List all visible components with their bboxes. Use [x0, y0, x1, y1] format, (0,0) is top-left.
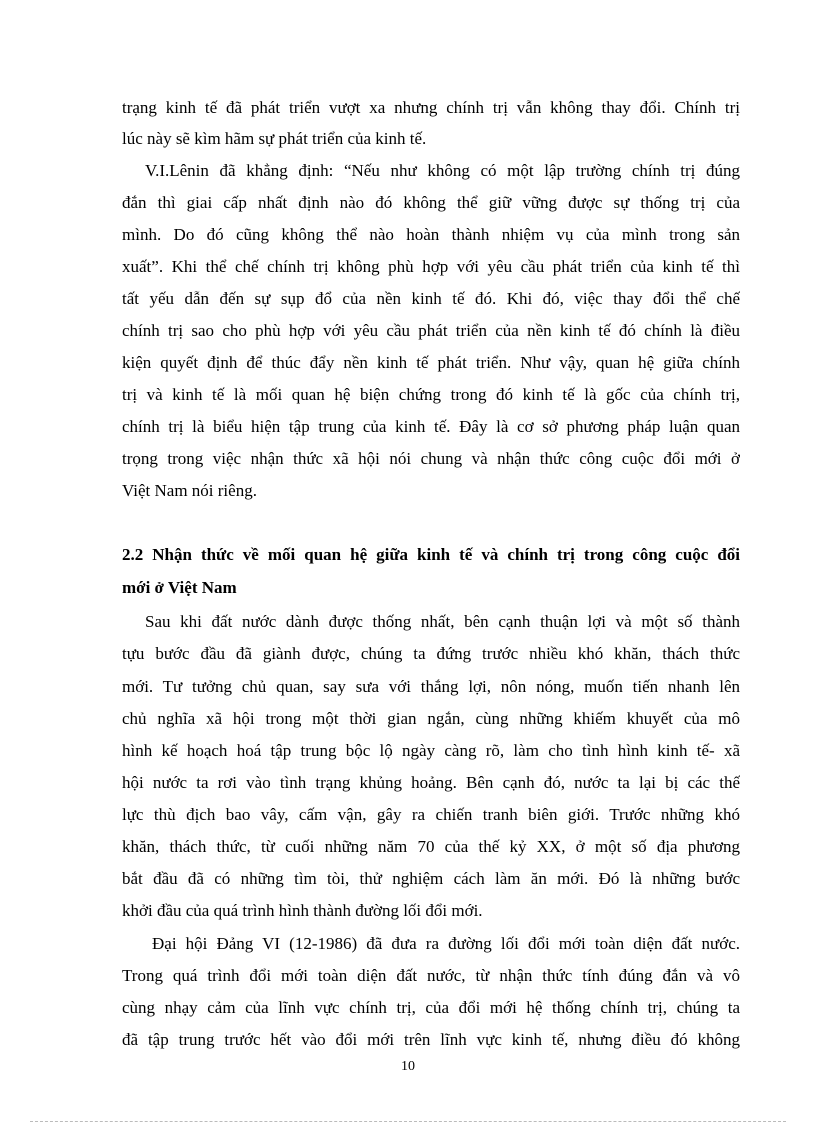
section-heading: mới ở Việt Nam [122, 578, 237, 597]
paragraph-line: trọng trong việc nhận thức xã hội nói chung và nhận thức công cuộc đổi mới ở [122, 449, 740, 468]
paragraph-line: mình. Do đó cũng không thể nào hoàn thành nhiệm vụ của mình trong sản [122, 225, 740, 244]
paragraph-line: trạng kinh tế đã phát triển vượt xa nhưng chính trị vẫn không thay đổi. Chính trị [122, 98, 740, 117]
paragraph-line: lúc này sẽ kìm hãm sự phát triển của kinh tế. [122, 129, 427, 148]
paragraph-line: trị và kinh tế là mối quan hệ biện chứng trong đó kinh tế là gốc của chính trị, [122, 385, 740, 404]
paragraph-line: V.I.Lênin đã khẳng định: “Nếu như không có một lập trường chính trị đúng [145, 161, 740, 180]
paragraph-line: chính trị sao cho phù hợp với yêu cầu phát triển của nền kinh tế đó chính là điều [122, 321, 740, 340]
paragraph-line: khởi đầu của quá trình hình thành đường lối đổi mới. [122, 901, 483, 920]
paragraph-line: chủ nghĩa xã hội trong một thời gian ngắn, cùng những khiếm khuyết của mô [122, 709, 740, 728]
paragraph-line: bắt đầu đã có những tìm tòi, thử nghiệm cách làm ăn mới. Đó là những bước [122, 869, 740, 888]
paragraph-line: đã tập trung trước hết vào đổi mới trên lĩnh vực kinh tế, nhưng điều đó không [122, 1030, 740, 1049]
page-divider [30, 1121, 786, 1122]
paragraph-line: cùng nhạy cảm của lĩnh vực chính trị, của đổi mới hệ thống chính trị, chúng ta [122, 998, 740, 1017]
paragraph-line: tất yếu dẫn đến sự sụp đổ của nền kinh tế đó. Khi đó, việc thay đổi thể chế [122, 289, 740, 308]
paragraph-line: khăn, thách thức, từ cuối những năm 70 của thế kỷ XX, ở một số địa phương [122, 837, 740, 856]
paragraph-line: đắn thì giai cấp nhất định nào đó không thể giữ vững được sự thống trị của [122, 193, 740, 212]
paragraph-line: chính trị là biểu hiện tập trung của kinh tế. Đây là cơ sở phương pháp luận quan [122, 417, 740, 436]
paragraph-line: Sau khi đất nước dành được thống nhất, bên cạnh thuận lợi và một số thành [145, 612, 740, 631]
section-heading: 2.2 Nhận thức về mối quan hệ giữa kinh tế và chính trị trong công cuộc đổi [122, 545, 740, 564]
paragraph-line: xuất”. Khi thể chế chính trị không phù hợp với yêu cầu phát triển của kinh tế thì [122, 257, 740, 276]
paragraph-line: kiện quyết định để thúc đẩy nền kinh tế phát triển. Như vậy, quan hệ giữa chính [122, 353, 740, 372]
paragraph-line: lực thù địch bao vây, cấm vận, gây ra chiến tranh biên giới. Trước những khó [122, 805, 740, 824]
paragraph-line: Việt Nam nói riêng. [122, 481, 257, 500]
paragraph-line: mới. Tư tưởng chủ quan, say sưa với thắng lợi, nôn nóng, muốn tiến nhanh lên [122, 677, 740, 696]
paragraph-line: Đại hội Đảng VI (12-1986) đã đưa ra đường lối đổi mới toàn diện đất nước. [152, 934, 740, 953]
paragraph-line: hình kế hoạch hoá tập trung bộc lộ ngày càng rõ, làm cho tình hình kinh tế- xã [122, 741, 740, 760]
paragraph-line: Trong quá trình đổi mới toàn diện đất nước, từ nhận thức tính đúng đắn và vô [122, 966, 740, 985]
page-number: 10 [401, 1059, 415, 1074]
paragraph-line: hội nước ta rơi vào tình trạng khủng hoảng. Bên cạnh đó, nước ta lại bị các thế [122, 773, 740, 792]
paragraph-line: tựu bước đầu đã giành được, chúng ta đứng trước nhiều khó khăn, thách thức [122, 644, 740, 663]
